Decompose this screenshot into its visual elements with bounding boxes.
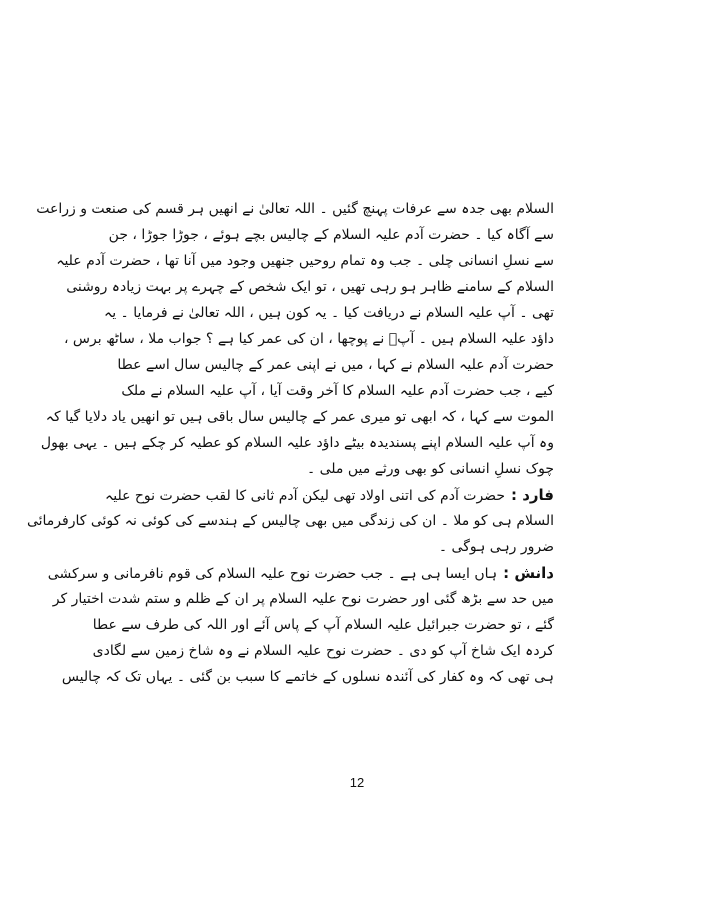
paragraph-farid-question xyxy=(26,482,554,560)
text-line: سے نسلِ انسانی چلی ۔ جب وہ تمام روحیں جنھیں وجود میں آنا تھا ، حضرت آدم علیہ xyxy=(56,253,554,269)
paragraph-danish-answer xyxy=(47,560,554,690)
text-line: ہی تھی کہ وہ کفار کی آئندہ نسلوں کے خاتمے کا سبب بن گئی ۔ یہاں تک کہ چالیس xyxy=(61,669,554,685)
text-line-content: ہاں ایسا ہی ہے ۔ جب حضرت نوح علیہ السلام کی قوم نافرمانی و سرکشی xyxy=(47,566,498,582)
speaker-label: فارد : xyxy=(510,486,554,504)
text-line-content: حضرت آدم کی اتنی اولاد تھی لیکن آدم ثانی کا لقب حضرت نوح علیہ xyxy=(105,488,505,504)
text-line: السلام کے سامنے ظاہر ہو رہی تھیں ، تو ایک شخص کے چہرے پر بہت زیادہ روشنی xyxy=(66,279,554,295)
text-line: گئے ، تو حضرت جبرائیل علیہ السلام آپ کے پاس آئے اور اللہ کی طرف سے عطا xyxy=(92,617,554,633)
text-line: السلام ہی کو ملا ۔ ان کی زندگی میں بھی چالیس کے ہندسے کی کوئی نہ کوئی کارفرمائی xyxy=(26,513,554,529)
text-line: تھی ۔ آپ علیہ السلام نے دریافت کیا ۔ یہ کون ہیں ، اللہ تعالیٰ نے فرمایا ۔ یہ xyxy=(103,305,554,321)
page-number: 12 xyxy=(349,775,365,790)
speaker-label: دانش : xyxy=(503,564,554,582)
text-line xyxy=(105,482,554,508)
text-line: کردہ ایک شاخ آپ کو دی ۔ حضرت نوح علیہ السلام نے وہ شاخ زمین سے لگادی xyxy=(92,643,554,659)
paragraph-adam-children xyxy=(36,196,554,482)
text-line: السلام بھی جدہ سے عرفات پہنچ گئیں ۔ اللہ تعالیٰ نے انھیں ہر قسم کی صنعت و زراعت xyxy=(36,201,554,217)
text-line: داؤد علیہ السلام ہیں ۔ آپؑ نے پوچھا ، ان کی عمر کیا ہے ؟ جواب ملا ، ساٹھ برس ، xyxy=(63,331,554,347)
text-line: چوک نسلِ انسانی کو بھی ورثے میں ملی ۔ xyxy=(306,461,554,477)
text-line: وہ آپ علیہ السلام اپنے پسندیدہ بیٹے داؤد علیہ السلام کو عطیہ کر چکے ہیں ۔ یہی بھول xyxy=(40,435,554,451)
text-line: حضرت آدم علیہ السلام نے کہا ، میں نے اپنی عمر کے چالیس سال اسے عطا xyxy=(117,357,554,373)
text-line: میں حد سے بڑھ گئی اور حضرت نوح علیہ السلام پر ان کے ظلم و ستم شدت اختیار کر xyxy=(52,591,554,607)
text-line: ضرور رہی ہوگی ۔ xyxy=(438,539,554,555)
text-line: کیے ، جب حضرت آدم علیہ السلام کا آخر وقت آیا ، آپ علیہ السلام نے ملک xyxy=(121,383,554,399)
text-line xyxy=(47,560,554,586)
text-line: سے آگاہ کیا ۔ حضرت آدم علیہ السلام کے چالیس بچے ہوئے ، جوڑا جوڑا ، جن xyxy=(108,227,554,243)
page-body xyxy=(26,196,554,690)
text-line: الموت سے کہا ، کہ ابھی تو میری عمر کے چالیس سال باقی ہیں تو انھیں یاد دلایا گیا کہ xyxy=(45,409,554,425)
